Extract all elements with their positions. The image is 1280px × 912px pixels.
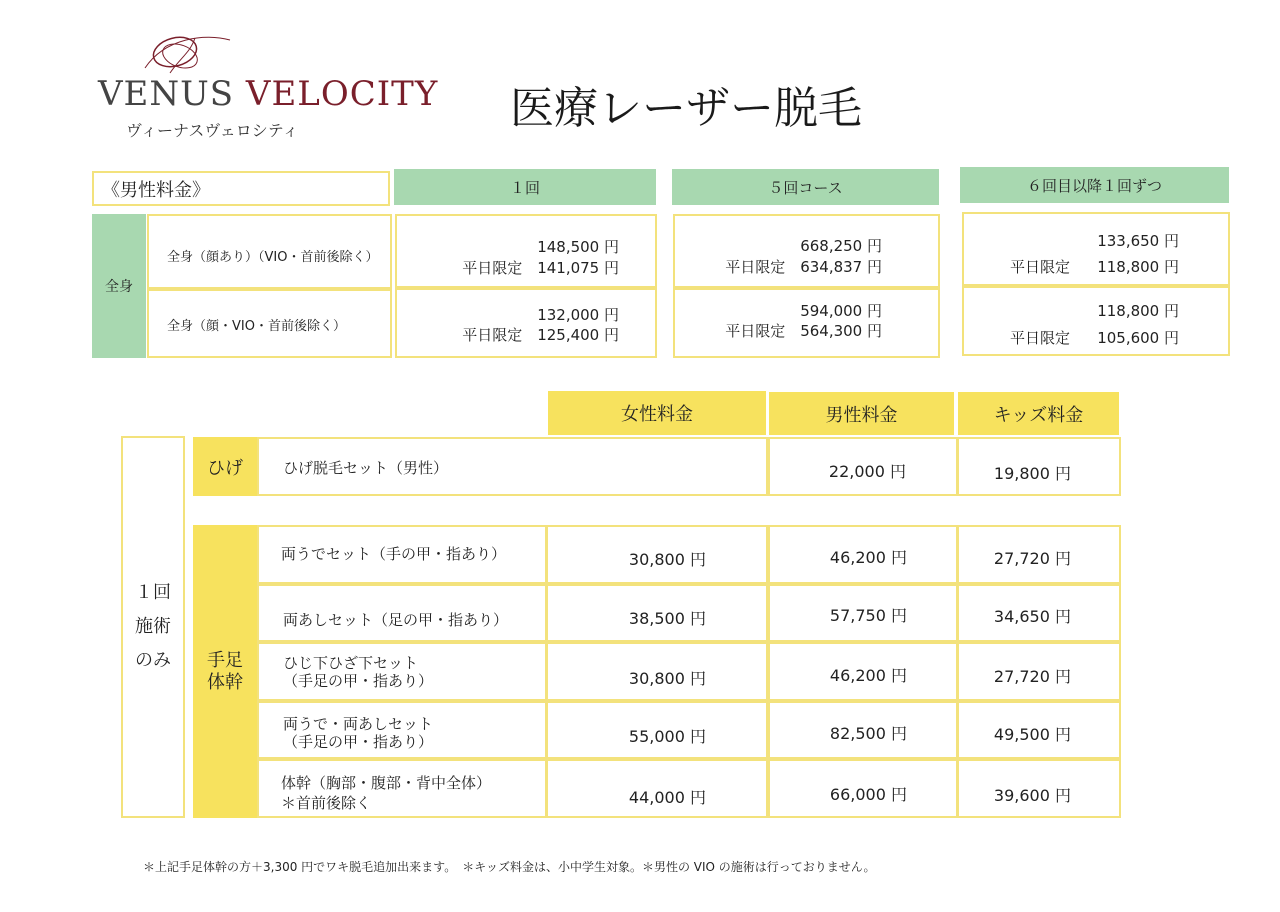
men-price: 133,650 円 (1097, 232, 1179, 250)
men-weekday-price: 平日限定 125,400 円 (462, 326, 619, 344)
men-price: 118,800 円 (1097, 302, 1179, 320)
women-price-cell (546, 642, 768, 701)
brand-logo (98, 74, 438, 114)
women-price-header: 女性料金 (548, 391, 766, 435)
body-row-label: 両うで・両あしセット （手足の甲・指あり） (283, 715, 434, 751)
men-price: 132,000 円 (537, 306, 619, 324)
men-cell (962, 212, 1230, 286)
kids-price-cell (957, 701, 1121, 759)
men-row-label: 全身（顔・VIO・首前後除く） (167, 319, 346, 334)
men-side-label: 全身 (92, 214, 146, 358)
kids-price-cell (957, 525, 1121, 584)
men-price-header: 男性料金 (769, 392, 954, 435)
body-row-label-cell (257, 701, 547, 759)
women-price: 30,800 円 (628, 669, 706, 688)
hige-men-price: 22,000 円 (828, 462, 906, 481)
men-price-cell (768, 759, 958, 818)
hige-label-cell (257, 437, 768, 496)
men-row-label: 全身（顔あり）（VIO・首前後除く） (167, 250, 379, 265)
kids-price-cell (957, 759, 1121, 818)
men-price: 46,200 円 (829, 548, 907, 567)
kids-price: 49,500 円 (993, 725, 1071, 744)
men-col-5-header: ５回コース (672, 169, 939, 205)
footnote: ＊上記手足体幹の方＋3,300 円でワキ脱毛追加出来ます。 ＊キッズ料金は、小中学生対象。＊男性の VIO の施術は行っておりません。 (143, 860, 876, 874)
body-row-label: 両あしセット（足の甲・指あり） (283, 611, 509, 629)
men-price: 66,000 円 (829, 785, 907, 804)
women-price-cell (546, 759, 768, 818)
hige-kids-price: 19,800 円 (993, 464, 1071, 483)
hige-men-cell (768, 437, 958, 496)
men-price-heading: 《男性料金》 (92, 171, 390, 206)
hige-group-label: ひげ (193, 437, 257, 496)
men-cell (395, 288, 657, 358)
brand-name-part2: VELOCITY (245, 74, 439, 114)
kids-price: 39,600 円 (993, 786, 1071, 805)
kids-price-cell (957, 584, 1121, 642)
men-col-1-header: １回 (394, 169, 656, 205)
brand-kana: ヴィーナスヴェロシティ (126, 121, 299, 140)
men-price-cell (768, 701, 958, 759)
men-cell (673, 214, 940, 288)
body-row-label-cell (257, 759, 547, 818)
men-price: 57,750 円 (829, 606, 907, 625)
men-price: 668,250 円 (800, 237, 882, 255)
men-weekday-price: 105,600 円 (1097, 329, 1179, 347)
men-price-cell (768, 525, 958, 584)
limbs-torso-group-label: 手足 体幹 (193, 525, 257, 818)
men-weekday-price: 118,800 円 (1097, 258, 1179, 276)
men-weekday-price: 平日限定 634,837 円 (725, 258, 882, 276)
kids-price-cell (957, 642, 1121, 701)
men-cell (395, 214, 657, 288)
men-price-cell (768, 584, 958, 642)
men-weekday-label: 平日限定 (1010, 329, 1071, 347)
women-price: 30,800 円 (628, 550, 706, 569)
men-price: 82,500 円 (829, 724, 907, 743)
kids-price: 34,650 円 (993, 607, 1071, 626)
body-row-label: ひじ下ひざ下セット （手足の甲・指あり） (283, 654, 434, 690)
hige-kids-cell (957, 437, 1121, 496)
body-row-label: 体幹（胸部・腹部・背中全体） ＊首前後除く (281, 774, 492, 812)
brand-name-part1: VENUS (98, 74, 235, 114)
men-weekday-price: 平日限定 141,075 円 (462, 259, 619, 277)
women-price: 44,000 円 (628, 788, 706, 807)
single-session-label: １回 施術 のみ (121, 436, 185, 818)
men-price: 148,500 円 (537, 238, 619, 256)
men-weekday-label: 平日限定 (1010, 258, 1071, 276)
women-price: 55,000 円 (628, 727, 706, 746)
page-title: 医療レーザー脱毛 (510, 83, 862, 134)
kids-price: 27,720 円 (993, 667, 1071, 686)
hige-row-label: ひげ脱毛セット（男性） (283, 459, 449, 477)
women-price: 38,500 円 (628, 609, 706, 628)
men-price: 46,200 円 (829, 666, 907, 685)
women-price-cell (546, 525, 768, 584)
men-cell (962, 286, 1230, 356)
body-row-label-cell (257, 584, 547, 642)
kids-price: 27,720 円 (993, 549, 1071, 568)
men-price: 594,000 円 (800, 302, 882, 320)
women-price-cell (546, 584, 768, 642)
men-row-label-cell (147, 289, 392, 358)
men-cell (673, 288, 940, 358)
body-row-label-cell (257, 525, 547, 584)
men-row-label-cell (147, 214, 392, 289)
women-price-cell (546, 701, 768, 759)
men-col-6plus-header: ６回目以降１回ずつ (960, 167, 1229, 203)
body-row-label-cell (257, 642, 547, 701)
body-row-label: 両うでセット（手の甲・指あり） (281, 545, 507, 563)
kids-price-header: キッズ料金 (958, 392, 1119, 435)
men-weekday-price: 平日限定 564,300 円 (725, 322, 882, 340)
men-price-cell (768, 642, 958, 701)
